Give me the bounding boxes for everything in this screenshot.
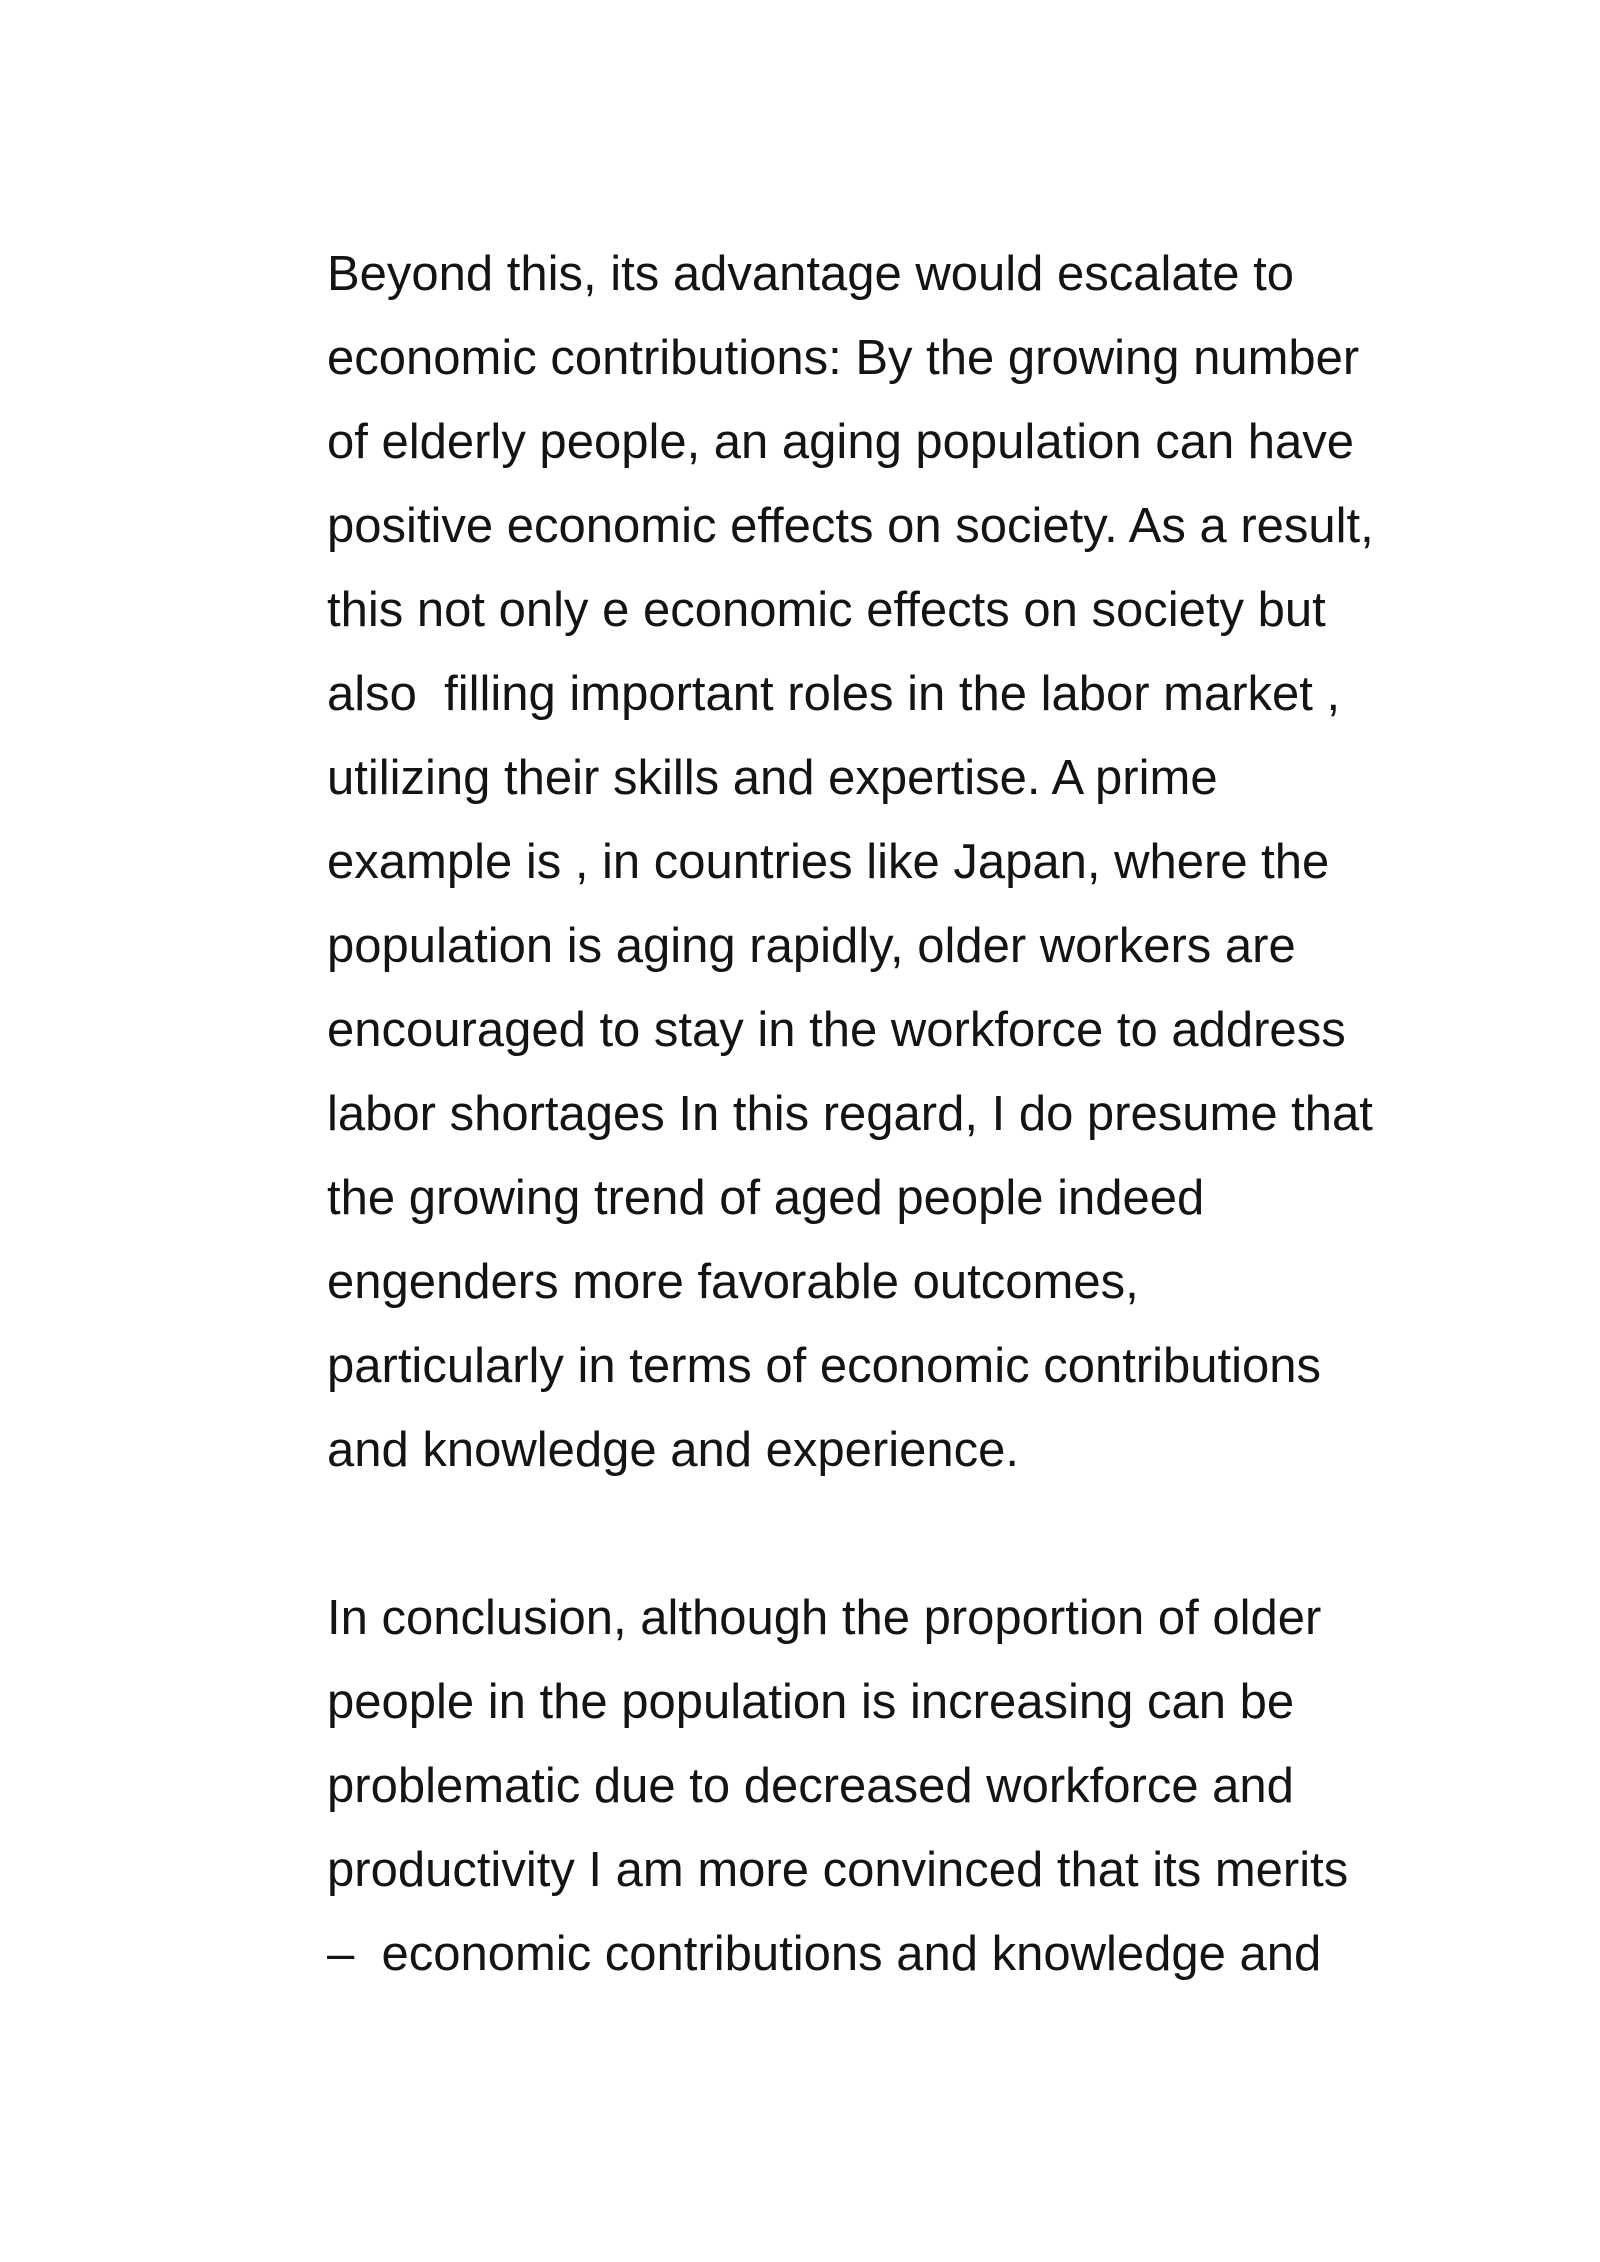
text-line: and knowledge and experience. bbox=[327, 1423, 1019, 1477]
paragraph-economic-contributions bbox=[327, 232, 1507, 1492]
text-line: example is , in countries like Japan, where the bbox=[327, 835, 1330, 889]
text-line: productivity I am more convinced that its merits bbox=[327, 1843, 1349, 1897]
text-line: also filling important roles in the labor market , bbox=[327, 667, 1341, 721]
text-line: In conclusion, although the proportion of older bbox=[327, 1591, 1322, 1645]
text-line: particularly in terms of economic contributions bbox=[327, 1339, 1322, 1393]
text-line: encouraged to stay in the workforce to address bbox=[327, 1003, 1346, 1057]
text-line: labor shortages In this regard, I do presume that bbox=[327, 1087, 1373, 1141]
text-line: Beyond this, its advantage would escalate to bbox=[327, 247, 1295, 301]
text-line: of elderly people, an aging population can have bbox=[327, 415, 1355, 469]
text-line: engenders more favorable outcomes, bbox=[327, 1255, 1139, 1309]
text-line: the growing trend of aged people indeed bbox=[327, 1171, 1205, 1225]
text-line: problematic due to decreased workforce and bbox=[327, 1759, 1294, 1813]
text-line: population is aging rapidly, older workers are bbox=[327, 919, 1296, 973]
paragraph-conclusion bbox=[327, 1576, 1507, 1996]
text-line: economic contributions: By the growing number bbox=[327, 331, 1360, 385]
text-line: positive economic effects on society. As a result, bbox=[327, 499, 1374, 553]
text-line: this not only e economic effects on society but bbox=[327, 583, 1326, 637]
text-line: – economic contributions and knowledge and bbox=[327, 1927, 1322, 1981]
text-line: utilizing their skills and expertise. A prime bbox=[327, 751, 1218, 805]
text-line: people in the population is increasing can be bbox=[327, 1675, 1295, 1729]
